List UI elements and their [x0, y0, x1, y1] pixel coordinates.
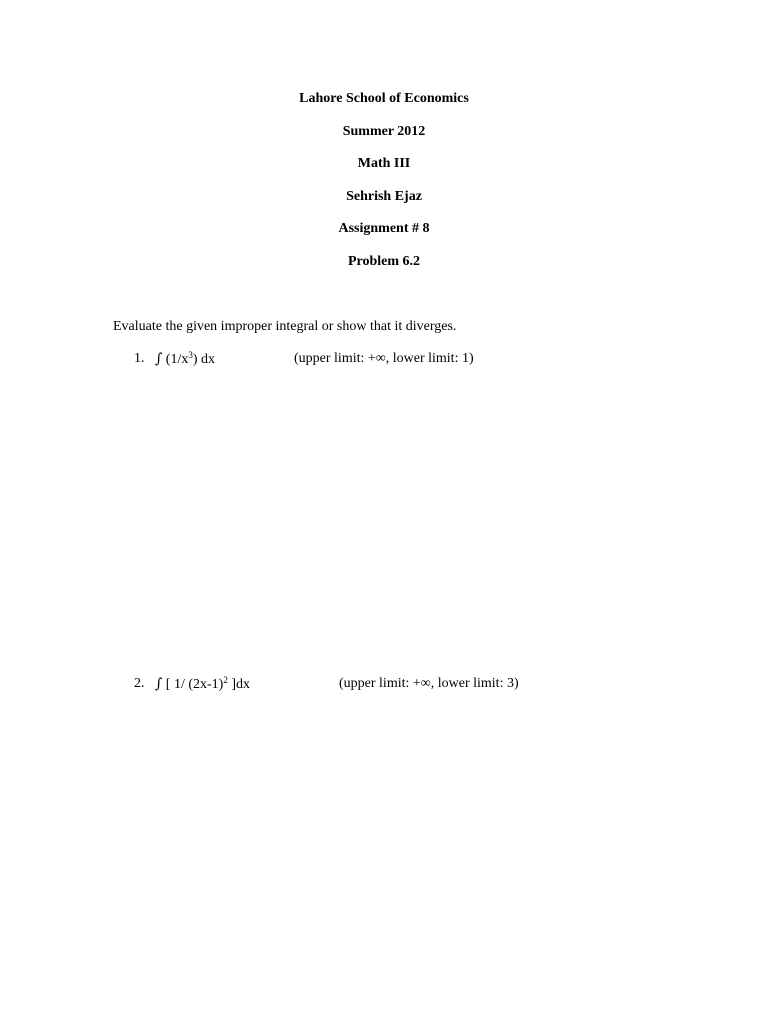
- integral-sign: ∫: [155, 676, 163, 692]
- exponent: 3: [188, 350, 193, 360]
- problem-title: Problem 6.2: [347, 254, 421, 269]
- expression-part: ) dx: [192, 352, 216, 367]
- assignment-title: Assignment # 8: [338, 221, 430, 236]
- course-title: Math III: [357, 156, 411, 171]
- integral-expression: [155, 350, 215, 369]
- exponent: 2: [223, 675, 228, 685]
- integral-limits: (upper limit: +∞, lower limit: 1): [294, 351, 474, 366]
- expression-part: [ 1/ (2x-1): [165, 677, 224, 692]
- term-label: Summer 2012: [342, 124, 426, 139]
- problem-number: 2.: [134, 676, 145, 691]
- integral-sign: ∫: [155, 351, 163, 367]
- integral-limits: (upper limit: +∞, lower limit: 3): [339, 676, 519, 691]
- instructions-text: Evaluate the given improper integral or show that it diverges.: [113, 319, 457, 334]
- school-name: Lahore School of Economics: [299, 91, 469, 106]
- author-name: Sehrish Ejaz: [346, 189, 422, 204]
- expression-part: (1/x: [165, 352, 189, 367]
- expression-part: ]dx: [227, 677, 251, 692]
- integral-expression: [155, 675, 250, 694]
- problem-number: 1.: [134, 351, 145, 366]
